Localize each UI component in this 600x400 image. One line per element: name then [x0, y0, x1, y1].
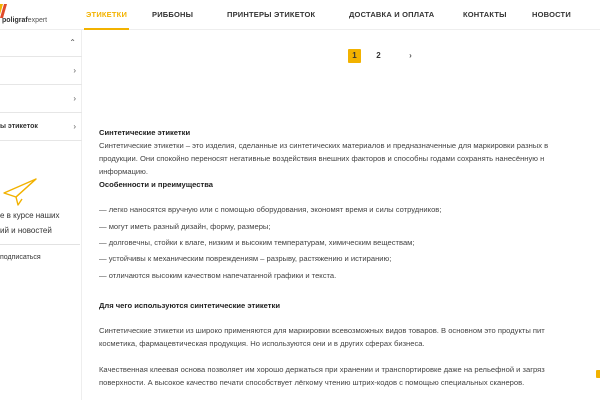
chevron-up-icon: ⌃	[69, 38, 76, 47]
usage-heading: Для чего используются синтетические этикетки	[99, 301, 280, 310]
sidebar-item-3[interactable]	[0, 86, 82, 113]
paragraph-line: информацию.	[99, 167, 148, 176]
chevron-right-icon: ›	[73, 66, 76, 75]
logo-text: poligrafexpert	[2, 17, 48, 24]
logo-mark-icon	[0, 4, 8, 18]
nav-item-news[interactable]: НОВОСТИ	[532, 10, 571, 19]
sidebar-item-label-types[interactable]	[0, 114, 82, 141]
chevron-right-icon: ›	[73, 122, 76, 131]
nav-item-ribbons[interactable]: РИББОНЫ	[152, 10, 194, 19]
list-item: — отличаются высоким качеством напечатанной графики и текста.	[99, 271, 337, 280]
article-heading: Синтетические этикетки	[99, 128, 191, 137]
nav-item-contacts[interactable]: КОНТАКТЫ	[463, 10, 507, 19]
divider	[0, 244, 80, 245]
paragraph-line: Синтетические этикетки – это изделия, сделанные из синтетических материалов и предназначенные для маркировки разных в	[99, 141, 549, 150]
article	[99, 0, 600, 400]
paragraph-line: продукции. Они спокойно переносят негативные воздействия внешних факторов и способны годами сохранять нанесённую н	[99, 154, 545, 163]
paragraph-line: Синтетические этикетки из широко применяются для маркировки всевозможных видов товаров. В основном это продукты пит	[99, 326, 545, 335]
nav-item-labels[interactable]: ЭТИКЕТКИ	[86, 10, 128, 19]
paper-plane-icon	[2, 173, 38, 209]
page-2-button[interactable]: 2	[376, 51, 381, 60]
site-logo[interactable]	[0, 4, 80, 28]
list-item: — долговечны, стойки к влаге, низким и высоким температурам, химическим веществам;	[99, 238, 415, 247]
nav-item-delivery-payment[interactable]: ДОСТАВКА И ОПЛАТА	[349, 10, 435, 19]
paragraph-line: косметика, фармацевтическая продукция. Но используются они и в других сферах бизнеса.	[99, 339, 425, 348]
list-item: — легко наносятся вручную или с помощью оборудования, экономят время и силы сотрудников;	[99, 205, 442, 214]
page-1-button[interactable]: 1	[348, 49, 361, 63]
sidebar	[0, 30, 82, 400]
sidebar-item-2[interactable]	[0, 58, 82, 85]
sidebar-item-label: ы этикеток	[0, 123, 38, 130]
features-heading: Особенности и преимущества	[99, 180, 214, 189]
list-item: — могут иметь разный дизайн, форму, размеры;	[99, 222, 271, 231]
next-page-arrow-icon[interactable]: ›	[409, 51, 412, 60]
paragraph-line: Качественная клеевая основа позволяет им хорошо держаться при хранении и транспортировке даже на рельефной и загряз	[99, 365, 545, 374]
nav-item-label-printers[interactable]: ПРИНТЕРЫ ЭТИКЕТОК	[227, 10, 316, 19]
paragraph-line: поверхности. А высокое качество печати способствует лёгкому чтению штрих-кодов с помощью специальных сканеров.	[99, 378, 525, 387]
sidebar-item-1[interactable]	[0, 30, 82, 57]
chevron-right-icon: ›	[73, 94, 76, 103]
scroll-to-top-button[interactable]	[596, 370, 600, 378]
list-item: — устойчивы к механическим повреждениям – разрыву, растяжению и истиранию;	[99, 254, 392, 263]
promo-line-1: е в курсе наших	[0, 211, 60, 220]
subscribe-link[interactable]: подписаться	[0, 254, 41, 261]
promo-line-2: ий и новостей	[0, 226, 52, 235]
